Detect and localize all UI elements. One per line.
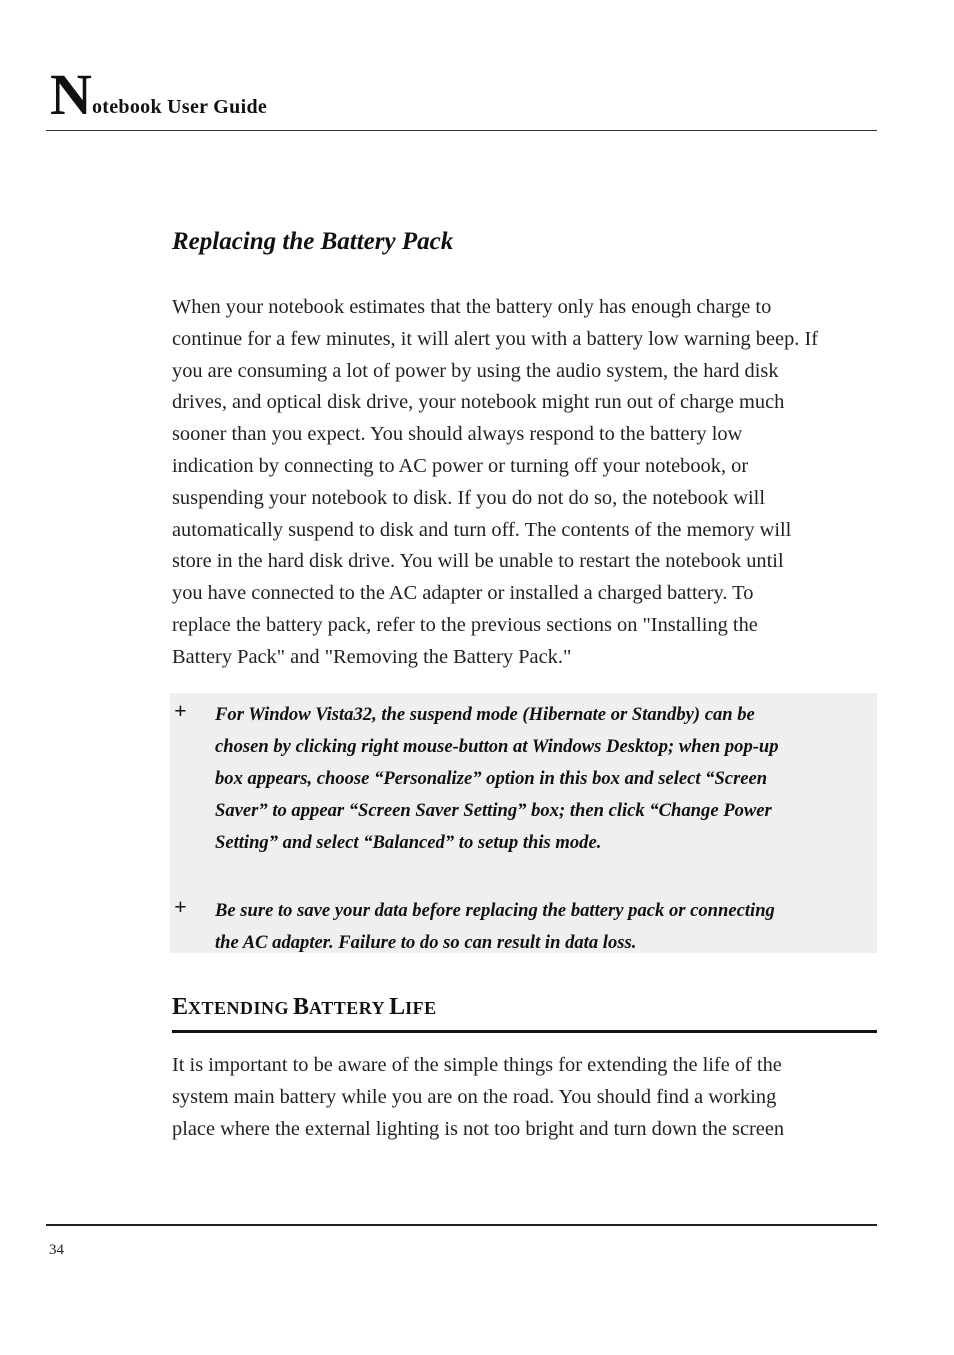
text-line: place where the external lighting is not too bright and turn down the screen (172, 1117, 785, 1140)
note-line: box appears, choose “Personalize” option in this box and select “Screen (215, 768, 768, 789)
heading-initial: B (293, 994, 310, 1020)
text-line: system main battery while you are on the road. You should find a working (172, 1085, 777, 1108)
section-heading (172, 994, 877, 1033)
text-line: drives, and optical disk drive, your notebook might run out of charge much (172, 391, 785, 414)
plus-bullet-icon: + (174, 894, 187, 919)
body-paragraph-1 (172, 292, 872, 674)
note-line: Setting” and select “Balanced” to setup this mode. (215, 832, 602, 853)
heading-rest: ATTERY (309, 998, 386, 1018)
note-line: the AC adapter. Failure to do so can result in data loss. (215, 932, 637, 953)
note-text (215, 895, 870, 959)
header-title: otebook User Guide (92, 96, 268, 118)
body-paragraph-2 (172, 1050, 872, 1145)
text-line: automatically suspend to disk and turn off. The contents of the memory will (172, 518, 792, 541)
text-line: It is important to be aware of the simple things for extending the life of the (172, 1054, 782, 1076)
text-line: you are consuming a lot of power by using the audio system, the hard disk (172, 359, 779, 382)
page-number: 34 (49, 1242, 64, 1258)
text-line: suspending your notebook to disk. If you do not do so, the notebook will (172, 486, 765, 509)
text-line: Battery Pack" and "Removing the Battery Pack." (172, 645, 572, 668)
text-line: indication by connecting to AC power or turning off your notebook, or (172, 454, 749, 477)
section-title: Replacing the Battery Pack (172, 228, 454, 255)
running-header (46, 62, 877, 131)
heading-rest: IFE (405, 998, 437, 1018)
note-line: Saver” to appear “Screen Saver Setting” box; then click “Change Power (215, 800, 772, 821)
text-line: replace the battery pack, refer to the previous sections on "Installing the (172, 613, 758, 636)
note-box (170, 693, 877, 953)
note-line: chosen by clicking right mouse-button at Windows Desktop; when pop-up (215, 736, 779, 757)
note-line: Be sure to save your data before replacing the battery pack or connecting (215, 900, 775, 921)
heading-initial: L (389, 994, 406, 1020)
text-line: sooner than you expect. You should always respond to the battery low (172, 423, 743, 446)
text-line: you have connected to the AC adapter or installed a charged battery. To (172, 582, 754, 605)
text-line: store in the hard disk drive. You will be unable to restart the notebook until (172, 550, 784, 573)
note-line: For Window Vista32, the suspend mode (Hibernate or Standby) can be (215, 704, 755, 725)
text-line: When your notebook estimates that the battery only has enough charge to (172, 296, 772, 318)
note-text (215, 699, 870, 859)
footer-divider (46, 1224, 877, 1226)
text-line: continue for a few minutes, it will alert you with a battery low warning beep. If (172, 327, 819, 350)
header-initial: N (50, 62, 92, 127)
heading-initial: E (172, 994, 189, 1020)
heading-rest: XTENDING (188, 998, 290, 1018)
plus-bullet-icon: + (174, 698, 187, 723)
